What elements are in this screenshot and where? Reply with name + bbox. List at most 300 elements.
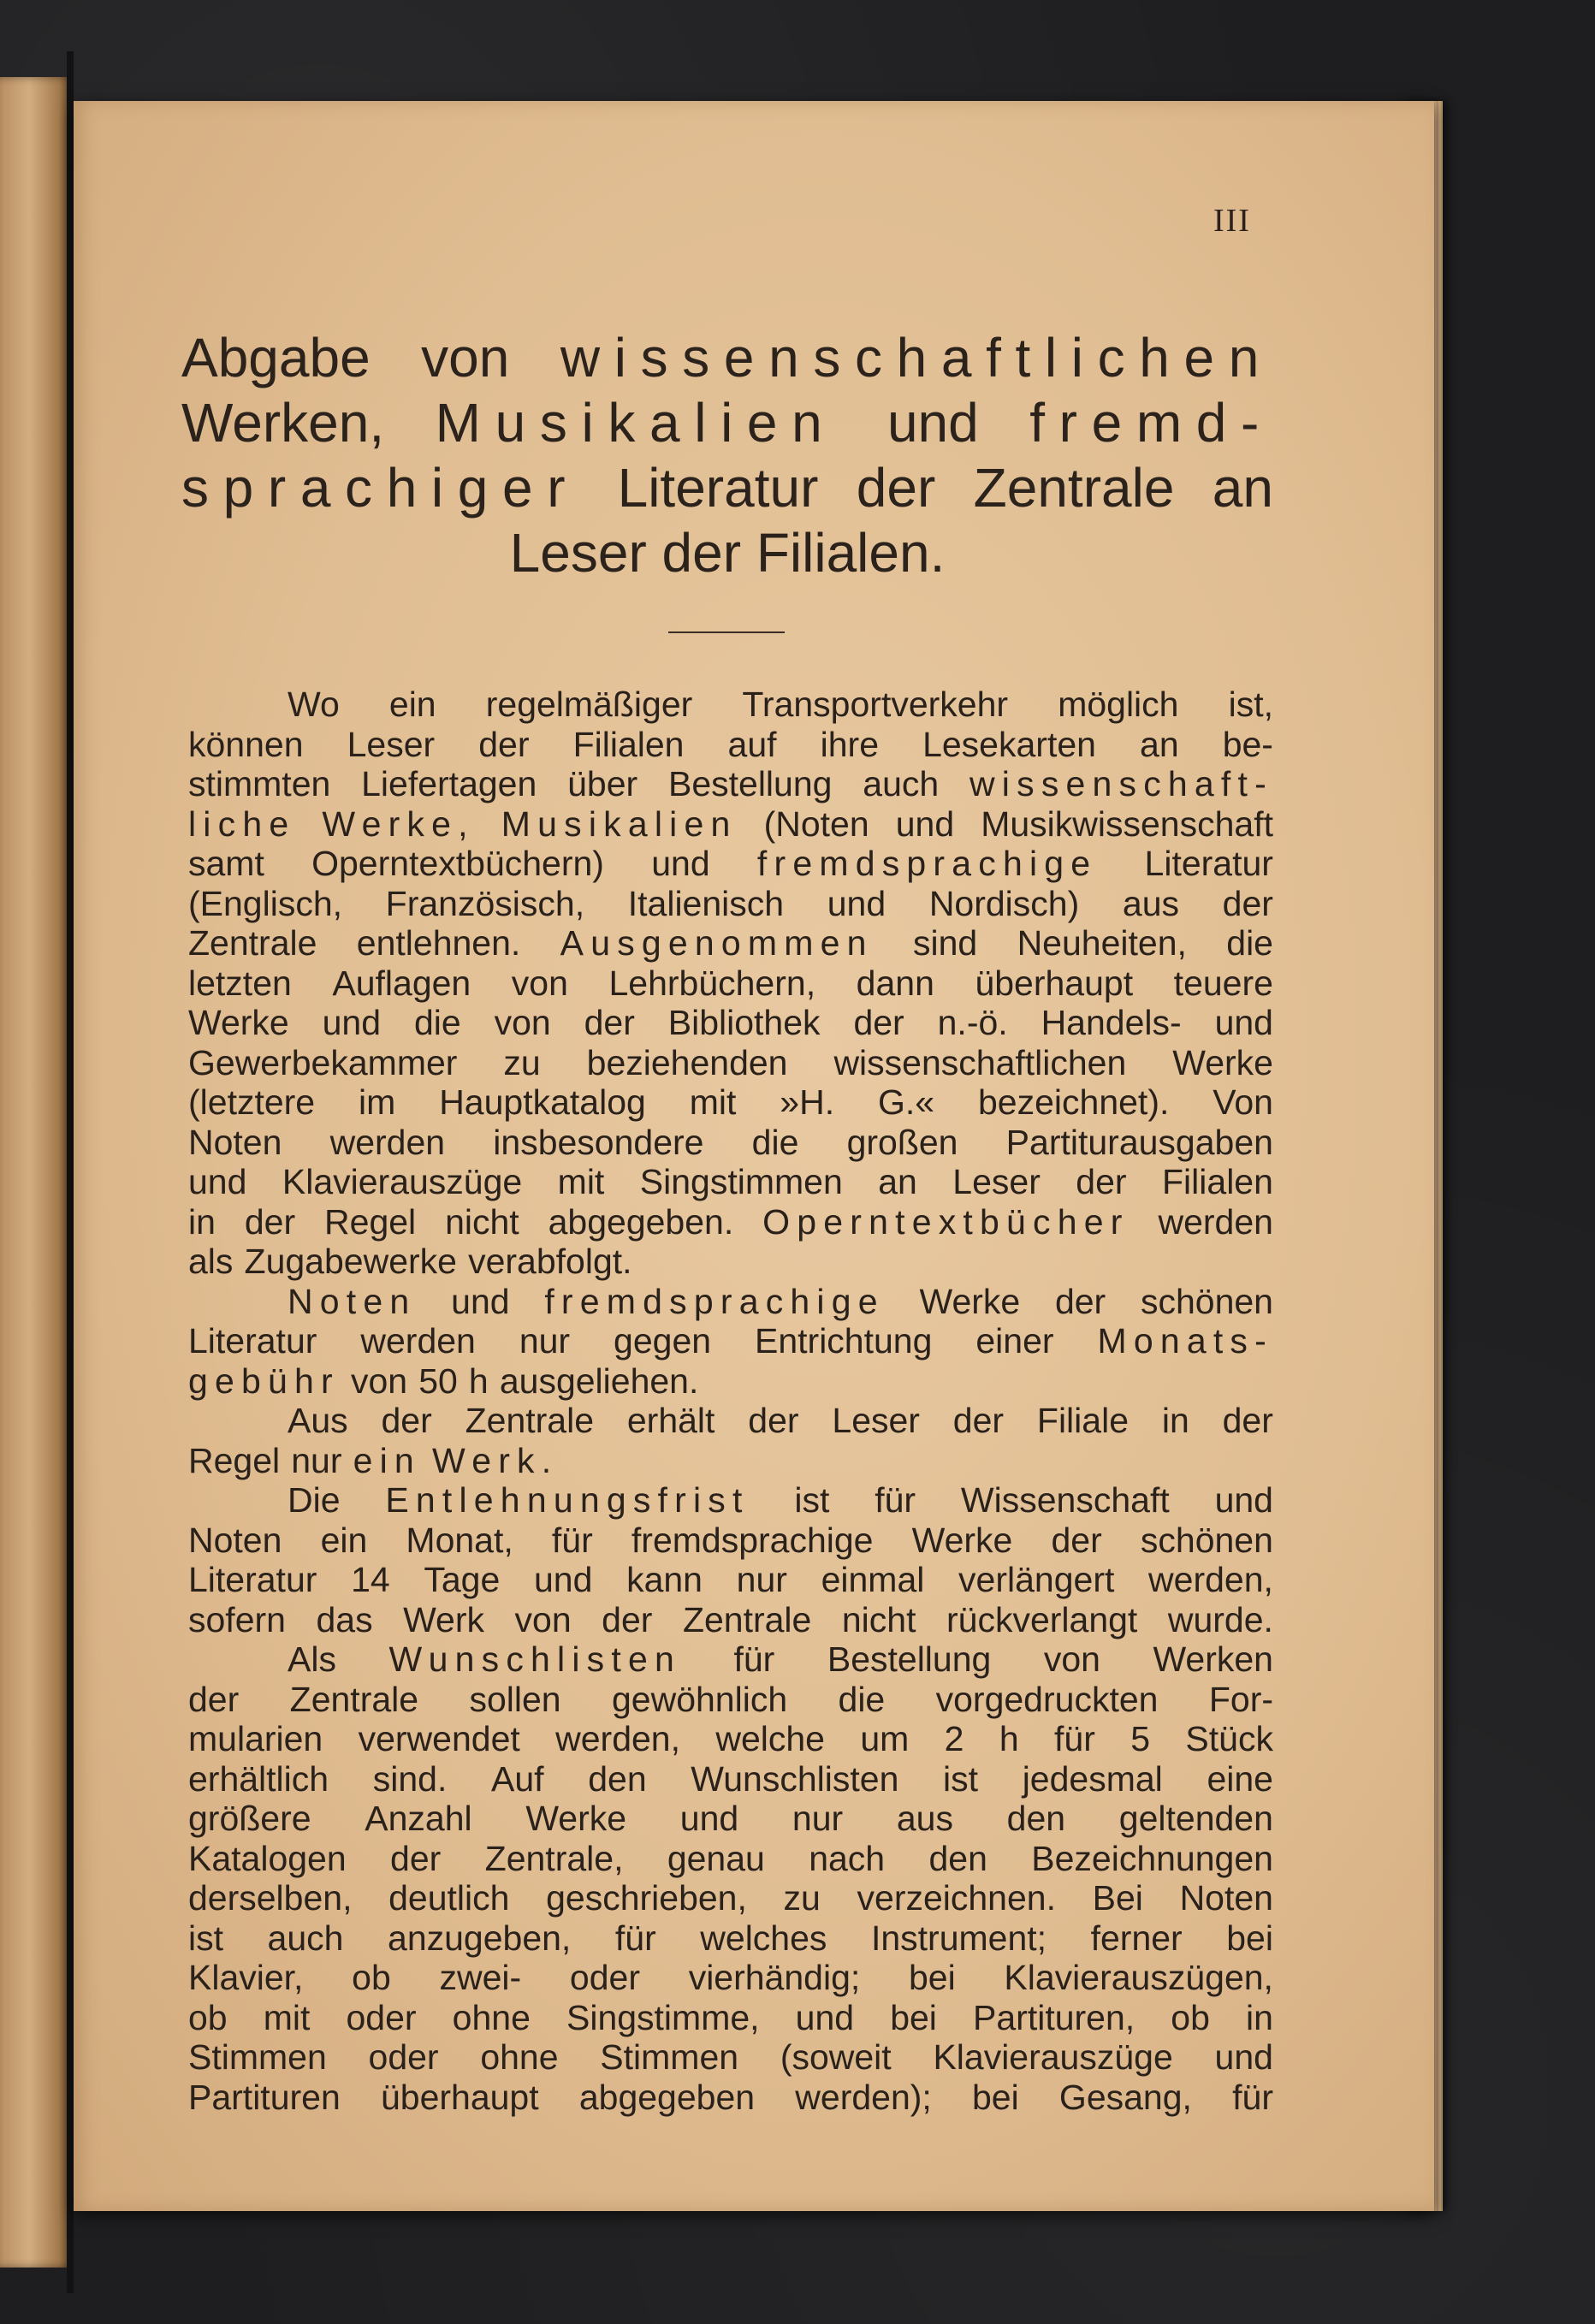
word: Stimmen <box>600 2037 739 2077</box>
word: abgegeben. <box>548 1201 734 1242</box>
word: Operntextbüchern) <box>311 844 604 883</box>
word: Werk <box>403 1599 485 1639</box>
word: zu <box>503 1042 541 1082</box>
word: derselben, <box>188 1878 353 1918</box>
text-line <box>188 1680 1273 1720</box>
word: G.« <box>878 1082 935 1122</box>
word: eine <box>1207 1758 1273 1799</box>
word: Wunschlisten <box>691 1758 899 1799</box>
word: Leser <box>347 724 436 764</box>
word: Bezeichnungen <box>1031 1838 1273 1878</box>
word: anzugeben, <box>388 1918 572 1958</box>
word: liche <box>188 803 296 844</box>
page-number: III <box>1213 203 1251 239</box>
title-word: sprachiger <box>181 457 580 519</box>
word: werden <box>329 1122 446 1162</box>
word: Wissenschaft <box>960 1480 1170 1520</box>
word: ob <box>188 1997 228 2037</box>
word: Monats- <box>1097 1321 1273 1361</box>
word: Zentrale <box>682 1599 812 1639</box>
word: mit <box>689 1082 737 1122</box>
word: Musikalien <box>501 803 738 844</box>
word: fremdsprachige <box>756 844 1098 883</box>
title-word: fremd- <box>1029 392 1273 454</box>
word: nur <box>291 1440 342 1480</box>
word: geschrieben, <box>546 1878 747 1918</box>
word: Bei <box>1092 1878 1143 1918</box>
word: ist <box>188 1918 223 1958</box>
word: insbesondere <box>493 1122 704 1162</box>
word: über <box>567 764 638 803</box>
word: sollen <box>469 1679 561 1719</box>
text-line <box>188 804 1273 845</box>
word: wissenschaft- <box>969 764 1273 803</box>
word: Lesekarten <box>922 724 1096 764</box>
word: der <box>244 1201 296 1242</box>
title-word: Zentrale <box>973 457 1175 519</box>
word: Filiale <box>1036 1401 1129 1440</box>
word: Entlehnungsfrist <box>385 1480 750 1520</box>
word: Gesang, <box>1058 2077 1192 2117</box>
word: bei <box>890 1997 937 2037</box>
text-line <box>188 1361 1273 1402</box>
word: vorgedruckten <box>935 1679 1159 1719</box>
text-line <box>188 1759 1273 1799</box>
word: Operntextbücher <box>762 1201 1130 1242</box>
word: um <box>860 1719 910 1758</box>
title-line <box>181 520 1273 585</box>
word: der <box>381 1401 432 1440</box>
title-line <box>181 455 1273 520</box>
word: aus <box>896 1799 953 1838</box>
word: einer <box>975 1321 1054 1361</box>
word: h <box>999 1719 1019 1758</box>
word: Nordisch) <box>928 883 1080 923</box>
word: ein <box>388 685 436 724</box>
word: von <box>1043 1639 1100 1679</box>
text-line <box>188 685 1273 725</box>
word: für <box>614 1918 656 1958</box>
word: Partituren <box>188 2077 341 2117</box>
word: mularien <box>188 1719 323 1758</box>
word: Singstimme, <box>566 1997 760 2037</box>
text-line <box>188 1560 1273 1600</box>
word: samt <box>188 844 264 883</box>
word: entlehnen. <box>356 923 521 963</box>
word: Werke <box>911 1520 1013 1560</box>
word: wissenschaftlichen <box>833 1042 1127 1082</box>
word: die <box>751 1122 799 1162</box>
word: und <box>679 1799 739 1838</box>
text-line <box>188 1401 1273 1441</box>
word: den <box>588 1758 647 1799</box>
word: sofern <box>188 1599 286 1639</box>
text-line <box>188 1480 1273 1521</box>
word: Liefertagen <box>361 764 537 803</box>
word: verabfolgt. <box>468 1242 632 1281</box>
word: das <box>316 1599 373 1639</box>
word: Werke, <box>322 803 475 844</box>
word: Zugabewerke <box>244 1242 457 1281</box>
word: h <box>468 1361 489 1401</box>
word: Entrichtung <box>755 1321 933 1361</box>
text-line <box>188 1600 1273 1640</box>
word: Anzahl <box>365 1799 472 1838</box>
word: und <box>795 1997 855 2037</box>
text-line <box>188 1639 1273 1680</box>
word: Werke <box>525 1799 627 1838</box>
word: und <box>1214 1003 1273 1042</box>
word: Hauptkatalog <box>439 1082 646 1122</box>
word: deutlich <box>388 1878 510 1918</box>
word: Auflagen <box>332 963 471 1003</box>
word: und <box>827 883 886 923</box>
word: von <box>511 963 568 1003</box>
word: fremdsprachige <box>544 1281 885 1321</box>
word: vierhändig; <box>688 1958 861 1997</box>
word: erhältlich <box>188 1758 329 1799</box>
word: und <box>451 1281 510 1321</box>
text-line <box>188 1162 1273 1202</box>
word: für <box>733 1639 775 1679</box>
word: sind. <box>372 1758 448 1799</box>
title-word: Werken, <box>181 392 385 454</box>
word: jedesmal <box>1022 1758 1163 1799</box>
text-line <box>188 2037 1273 2078</box>
word: einmal <box>821 1560 925 1599</box>
word: die <box>1226 923 1273 963</box>
text-line <box>188 1123 1273 1163</box>
word: bezeichnet). <box>978 1082 1170 1122</box>
word: Werk. <box>432 1440 559 1480</box>
text-line <box>188 884 1273 924</box>
word: und <box>533 1560 593 1599</box>
word: erhält <box>626 1401 715 1440</box>
word: fremdsprachige <box>631 1520 874 1560</box>
title-word: von <box>421 327 510 388</box>
word: schönen <box>1140 1281 1273 1321</box>
word: auch <box>863 764 940 803</box>
word: Auf <box>491 1758 544 1799</box>
word: Zentrale, <box>484 1838 624 1878</box>
word: Werke <box>1172 1042 1273 1082</box>
text-line <box>188 1003 1273 1043</box>
word: und <box>651 844 710 883</box>
title-divider <box>668 631 785 633</box>
word: der <box>952 1401 1005 1440</box>
word: und <box>1214 1480 1273 1520</box>
word: Aus <box>288 1401 348 1440</box>
word: ohne <box>452 1997 531 2037</box>
title-word: Abgabe <box>181 327 371 388</box>
word: und <box>188 1162 247 1201</box>
word: für <box>1232 2077 1273 2117</box>
word: der <box>1222 883 1273 923</box>
word: ausgeliehen. <box>499 1361 699 1401</box>
word: ist <box>794 1480 830 1520</box>
word: teuere <box>1173 963 1273 1003</box>
word: der <box>602 1599 653 1639</box>
word: ferner <box>1090 1918 1183 1958</box>
word: nur <box>792 1799 844 1838</box>
word: oder <box>368 2037 439 2077</box>
word: mit <box>557 1162 605 1201</box>
word: Partiturausgaben <box>1005 1122 1273 1162</box>
word: dann <box>856 963 934 1003</box>
text-line <box>188 963 1273 1004</box>
word: Katalogen <box>188 1838 347 1878</box>
word: Italienisch <box>627 883 785 923</box>
left-page-edge <box>0 77 74 2268</box>
word: von <box>494 1003 551 1042</box>
word: im <box>359 1082 396 1122</box>
word: Noten <box>288 1281 417 1321</box>
word: Regel <box>188 1440 281 1480</box>
word: abgegeben <box>578 2077 756 2117</box>
word: Neuheiten, <box>1017 923 1187 963</box>
text-line <box>188 1799 1273 1839</box>
word: überhaupt <box>975 963 1134 1003</box>
word: Leser <box>952 1162 1041 1201</box>
word: geltenden <box>1118 1799 1273 1838</box>
word: der <box>1222 1401 1273 1440</box>
word: nicht <box>841 1599 916 1639</box>
word: werden, <box>555 1719 680 1758</box>
word: für <box>1054 1719 1095 1758</box>
word: wurde. <box>1167 1599 1273 1639</box>
word: Partituren, <box>973 1997 1135 2037</box>
text-line <box>188 1282 1273 1322</box>
text-line <box>188 1719 1273 1759</box>
word: Werken <box>1153 1639 1273 1679</box>
word: Instrument; <box>870 1918 1047 1958</box>
text-line <box>188 1043 1273 1083</box>
word: ohne <box>480 2037 559 2077</box>
word: Wo <box>288 685 340 724</box>
word: letzten <box>188 963 292 1003</box>
word: gegen <box>614 1321 712 1361</box>
text-line <box>188 1958 1273 1998</box>
word: Zentrale <box>289 1679 419 1719</box>
word: gebühr <box>188 1361 340 1401</box>
word: und <box>322 1003 382 1042</box>
word: Monat, <box>406 1520 513 1560</box>
word: Bestellung <box>827 1639 992 1679</box>
word: ist, <box>1228 685 1273 724</box>
word: der <box>584 1003 635 1042</box>
word: ist <box>943 1758 979 1799</box>
word: Lehrbüchern, <box>608 963 816 1003</box>
title-word: Literatur <box>617 457 819 519</box>
title-line <box>181 325 1273 390</box>
text-line <box>188 2078 1273 2118</box>
word: in <box>1246 1997 1273 2037</box>
word: 2 <box>944 1719 964 1758</box>
word: für <box>875 1480 916 1520</box>
word: der <box>478 724 530 764</box>
word: als <box>188 1242 234 1281</box>
word: der <box>1051 1520 1102 1560</box>
word: Filialen <box>572 724 685 764</box>
word: Transportverkehr <box>742 685 1009 724</box>
word: 50 <box>418 1361 458 1401</box>
word: Gewerbekammer <box>188 1042 458 1082</box>
word: und <box>1214 2037 1273 2077</box>
word: der <box>1076 1162 1127 1201</box>
text-line <box>188 1441 1273 1481</box>
word: Klavier, <box>188 1958 304 1997</box>
word: ob <box>1171 1997 1210 2037</box>
word: (Englisch, <box>188 883 343 923</box>
word: Klavierauszüge <box>282 1162 523 1201</box>
word: werden); <box>795 2077 932 2117</box>
title-word: und <box>886 392 979 454</box>
word: auch <box>267 1918 344 1958</box>
word: oder <box>346 1997 417 2037</box>
word: zwei- <box>439 1958 522 1997</box>
word: Klavierauszüge <box>933 2037 1173 2077</box>
word: (Noten <box>763 803 869 844</box>
word: nur <box>519 1321 571 1361</box>
word: verzeichnen. <box>857 1878 1056 1918</box>
word: Französisch, <box>385 883 585 923</box>
word: welches <box>700 1918 827 1958</box>
text-line <box>188 764 1273 804</box>
word: Literatur <box>188 1321 317 1361</box>
word: bei <box>1226 1918 1273 1958</box>
word: Von <box>1213 1082 1273 1122</box>
word: möglich <box>1058 685 1179 724</box>
word: schönen <box>1140 1520 1273 1560</box>
text-line <box>188 1878 1273 1918</box>
word: können <box>188 724 304 764</box>
text-line <box>188 725 1273 765</box>
word: der <box>390 1838 442 1878</box>
body-text <box>188 685 1273 2117</box>
word: bei <box>908 1958 956 1997</box>
title-word: wissenschaftlichen <box>560 327 1273 388</box>
word: Tage <box>424 1560 501 1599</box>
word: be- <box>1222 724 1273 764</box>
word: Bestellung <box>667 764 833 803</box>
word: Die <box>288 1480 341 1520</box>
word: »H. <box>780 1082 835 1122</box>
word: der <box>748 1401 799 1440</box>
word: welche <box>715 1719 825 1758</box>
text-line <box>188 1242 1273 1282</box>
word: Zentrale <box>465 1401 595 1440</box>
word: in <box>1161 1401 1189 1440</box>
word: von <box>514 1599 572 1639</box>
word: bei <box>972 2077 1019 2117</box>
word: kann <box>626 1560 703 1599</box>
book-binding <box>67 51 74 2293</box>
word: der <box>853 1003 904 1042</box>
word: Stimmen <box>188 2037 327 2077</box>
word: sind <box>913 923 978 963</box>
word: Zentrale <box>188 923 317 963</box>
word: überhaupt <box>380 2077 539 2117</box>
word: genau <box>667 1838 765 1878</box>
text-line <box>188 844 1273 884</box>
word: verwendet <box>358 1719 520 1758</box>
word: zu <box>783 1878 821 1918</box>
word: den <box>1006 1799 1066 1838</box>
word: Stück <box>1185 1719 1273 1758</box>
word: rückverlangt <box>946 1599 1138 1639</box>
text-line <box>188 1321 1273 1361</box>
word: verlängert <box>958 1560 1115 1599</box>
word: werden <box>1158 1201 1273 1242</box>
word: For- <box>1208 1679 1273 1719</box>
word: an <box>1140 724 1179 764</box>
word: ein <box>353 1440 421 1480</box>
text-line <box>188 1839 1273 1879</box>
word: Filialen <box>1162 1162 1273 1201</box>
word: nicht <box>445 1201 519 1242</box>
text-line <box>188 1202 1273 1242</box>
word: werden, <box>1148 1560 1273 1599</box>
word: gewöhnlich <box>611 1679 788 1719</box>
word: Leser <box>832 1401 920 1440</box>
text-line <box>188 1082 1273 1123</box>
text-line <box>188 1998 1273 2038</box>
word: (soweit <box>780 2037 892 2077</box>
title-word: Leser der Filialen. <box>509 522 946 584</box>
word: (letztere <box>188 1082 316 1122</box>
title-word: Musikalien <box>435 392 837 454</box>
word: Noten <box>1179 1878 1273 1918</box>
title-word: an <box>1212 457 1273 519</box>
word: Bibliothek <box>667 1003 821 1042</box>
word: Singstimmen <box>639 1162 843 1201</box>
word: nur <box>736 1560 787 1599</box>
word: Literatur <box>188 1560 317 1599</box>
word: beziehenden <box>586 1042 788 1082</box>
word: der <box>1054 1281 1106 1321</box>
word: den <box>928 1838 987 1878</box>
word: ein <box>320 1520 368 1560</box>
word: großen <box>846 1122 958 1162</box>
word: aus <box>1122 883 1180 923</box>
word: 5 <box>1130 1719 1151 1758</box>
word: ob <box>352 1958 391 1997</box>
word: mit <box>263 1997 311 2037</box>
word: Wunschlisten <box>388 1639 681 1679</box>
word: Noten <box>188 1520 282 1560</box>
word: Musikwissenschaft <box>981 803 1273 844</box>
word: Handels- <box>1041 1003 1182 1042</box>
word: auf <box>727 724 777 764</box>
page-title <box>181 325 1273 585</box>
word: stimmten <box>188 764 331 803</box>
word: der <box>188 1679 240 1719</box>
title-word: der <box>856 457 936 519</box>
text-line <box>188 1918 1273 1959</box>
word: an <box>878 1162 917 1201</box>
word: Ausgenommen <box>560 923 874 963</box>
text-line <box>188 1521 1273 1561</box>
word: n.-ö. <box>937 1003 1008 1042</box>
word: Noten <box>188 1122 282 1162</box>
word: für <box>551 1520 593 1560</box>
word: oder <box>569 1958 640 1997</box>
word: Regel <box>324 1201 417 1242</box>
word: werden <box>360 1321 476 1361</box>
word: größere <box>188 1799 311 1838</box>
word: regelmäßiger <box>485 685 693 724</box>
word: Klavierauszügen, <box>1004 1958 1273 1997</box>
